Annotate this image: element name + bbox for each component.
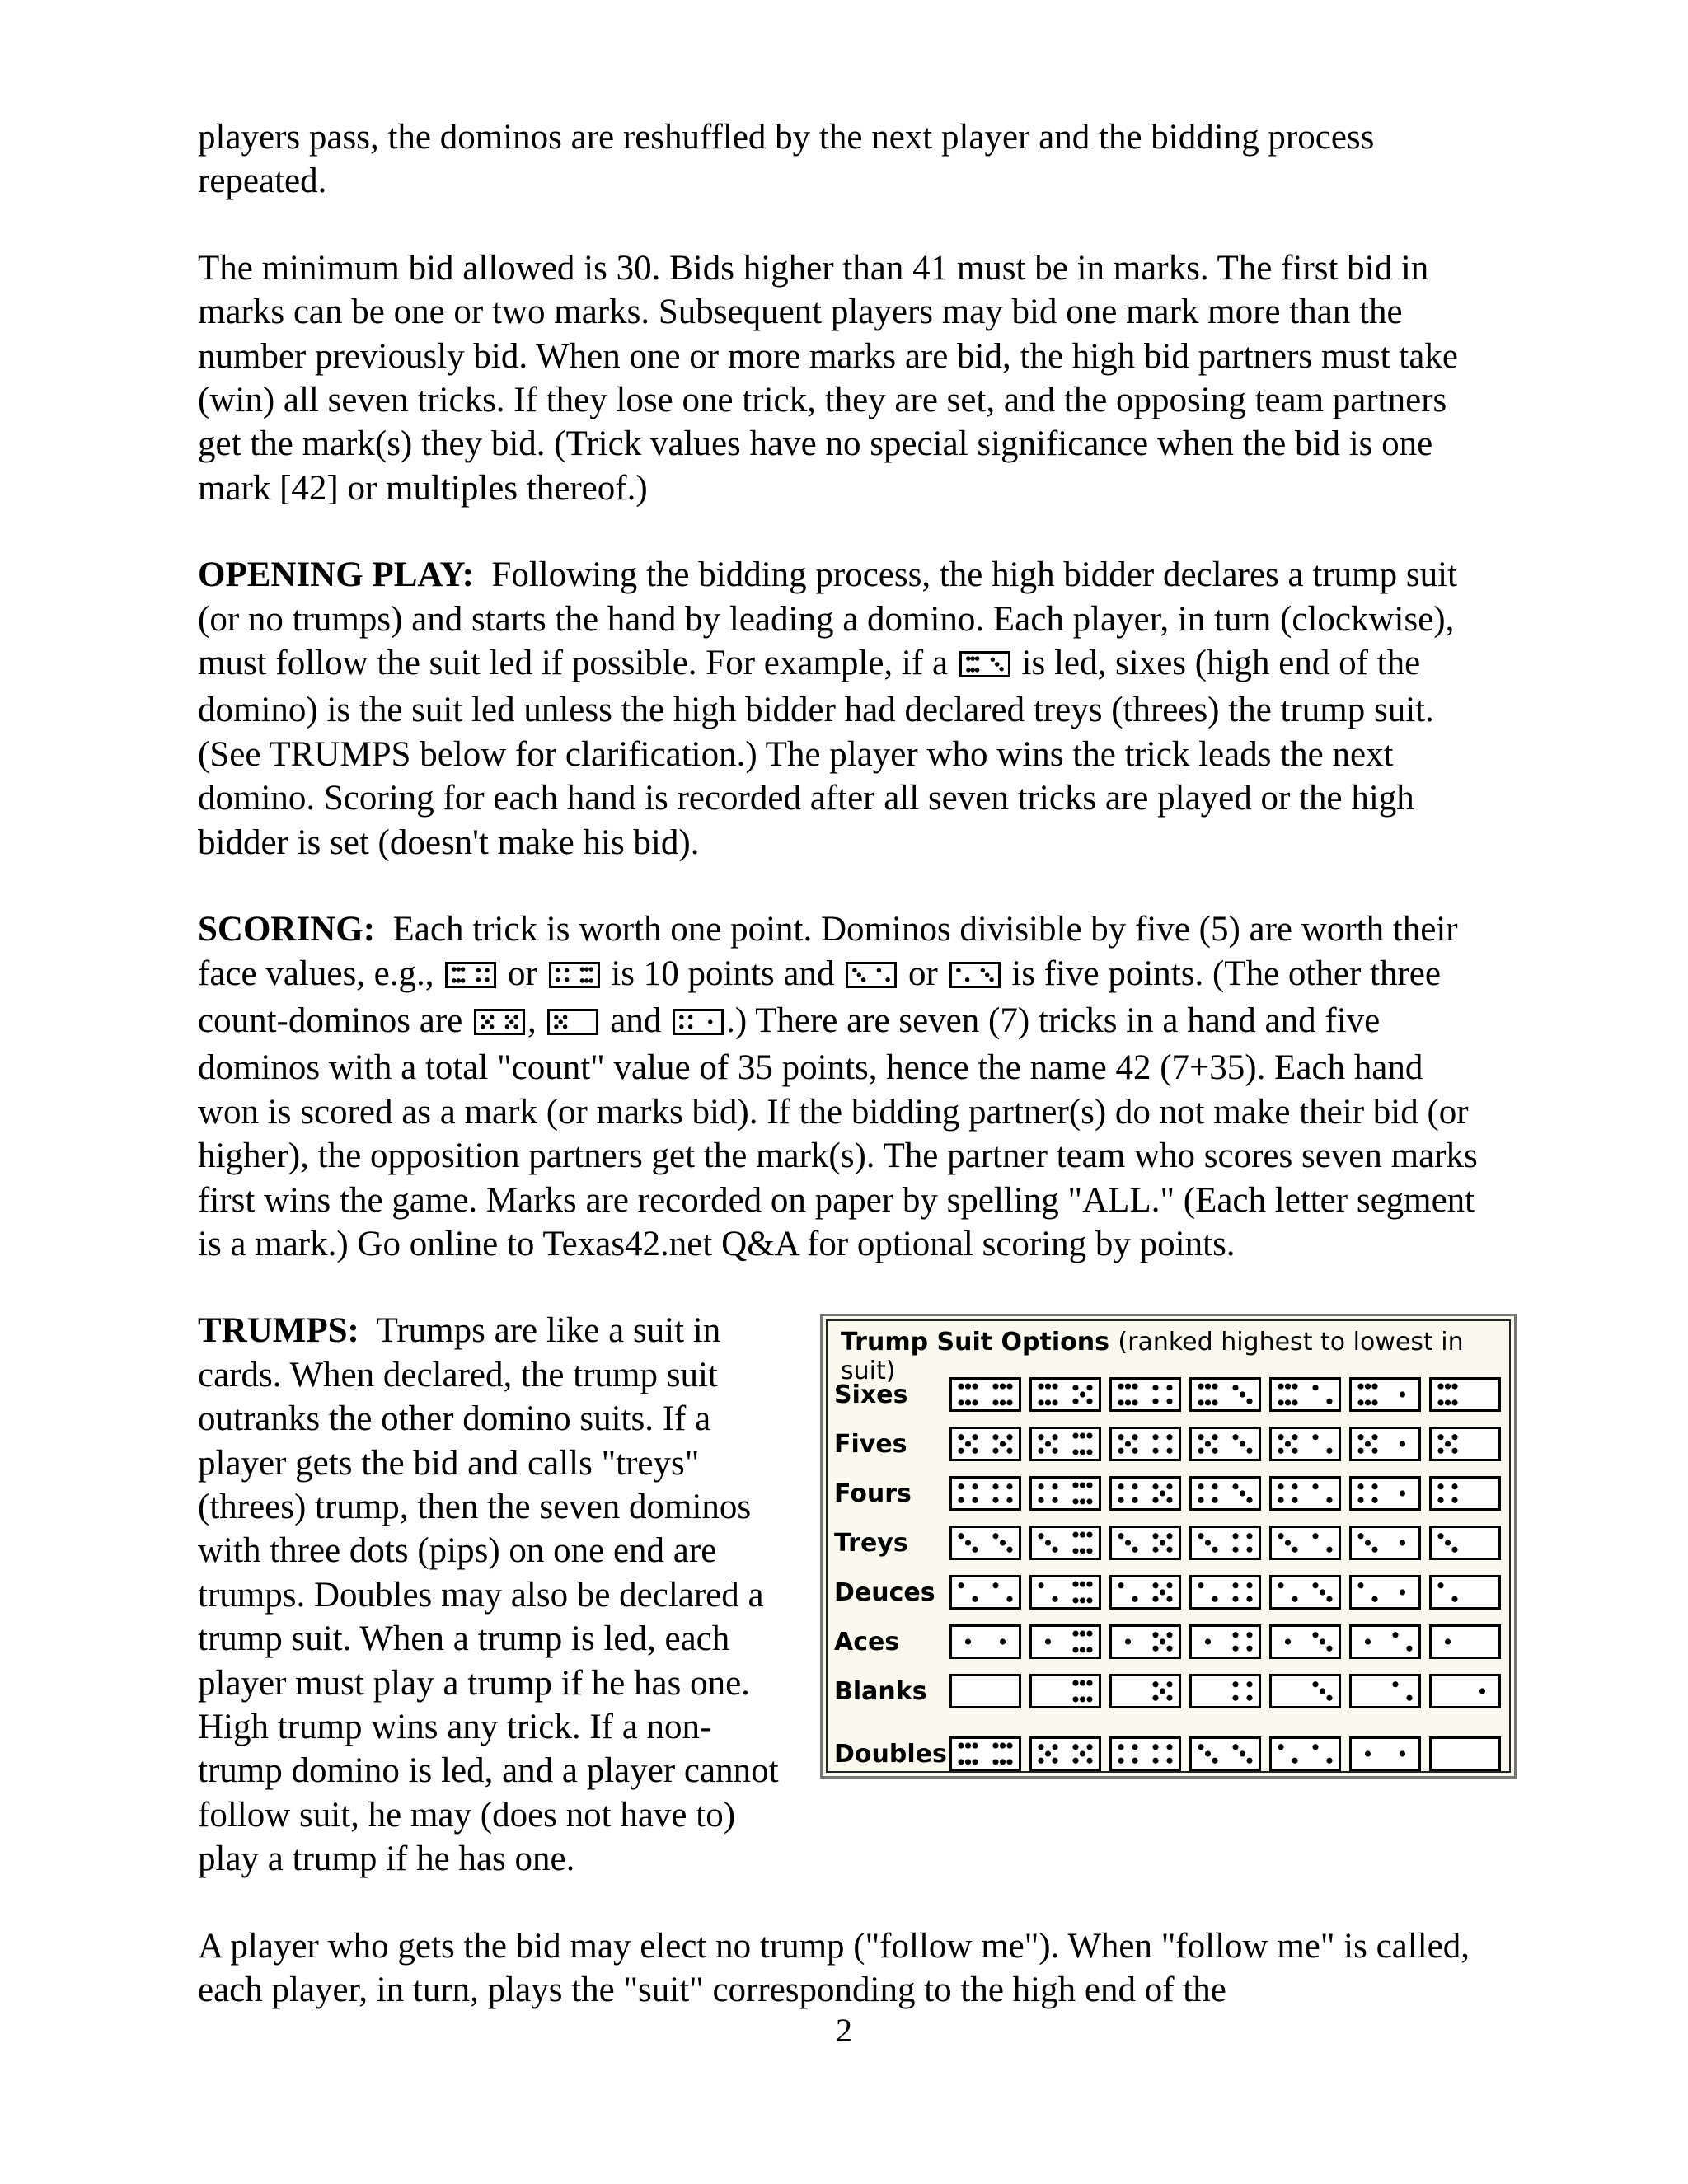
domino-icon [547,1002,598,1046]
domino-icon [1189,1624,1261,1659]
domino-icon [1029,1377,1101,1412]
trump-row-label: Deuces [834,1578,935,1608]
trump-row-dominos [950,1624,1509,1663]
domino-icon [1189,1526,1261,1560]
opening-play-heading: OPENING PLAY: [198,555,474,595]
trump-row-dominos [950,1377,1509,1416]
trumps-heading: TRUMPS: [198,1311,359,1351]
domino-icon [547,1009,598,1035]
domino-icon [959,644,1010,688]
domino-icon [1349,1427,1421,1461]
domino-icon [1429,1575,1501,1610]
domino-icon [1109,1624,1181,1659]
domino-icon [1269,1427,1341,1461]
page-content [198,115,1484,2012]
opening-play-text-b: is led, sixes (high end of the domino) is the suit led unless the high bidder had declared treys (threes) the trump suit. (See TRUMPS below for clarification.) The player who wins the trick leads the next domino. Scoring for each hand is recorded after all seven tricks are played or the high bidder is set (doesn't make his bid). [198,644,1434,862]
domino-icon [1269,1476,1341,1511]
domino-icon [1269,1575,1341,1610]
trump-row-dominos [950,1476,1509,1515]
paragraph-scoring [198,907,1484,1266]
domino-icon [1189,1476,1261,1511]
domino-icon [1109,1575,1181,1610]
domino-icon [1429,1526,1501,1560]
trump-row-label: Fours [834,1479,912,1509]
trump-row-label: Sixes [834,1380,908,1410]
domino-icon [1269,1526,1341,1560]
domino-icon [1029,1427,1101,1461]
page-number: 2 [836,2012,852,2049]
scoring-heading: SCORING: [198,910,376,949]
domino-icon [549,955,600,999]
paragraph-follow-me: A player who gets the bid may elect no trump ("follow me"). When "follow me" is called, each player, in turn, plays the "suit" corresponding to the high end of the [198,1926,1470,2010]
domino-icon [1029,1575,1101,1610]
domino-icon [673,1009,724,1035]
domino-icon [474,1009,525,1035]
domino-icon [1349,1674,1421,1708]
trump-table-title-text: Trump Suit Options [841,1328,1109,1357]
domino-icon [673,1002,724,1046]
domino-icon [1109,1476,1181,1511]
scoring-or: or [908,954,938,993]
trump-row-dominos [950,1736,1509,1775]
domino-icon [1029,1476,1101,1511]
domino-icon [950,955,1001,999]
paragraph-opening-play [198,553,1484,865]
domino-icon [474,1002,525,1046]
domino-icon [950,1476,1021,1511]
domino-icon [445,962,496,988]
domino-icon [950,1526,1021,1560]
scoring-comma: , [527,1001,537,1040]
domino-icon [1429,1674,1501,1708]
trump-suit-options-table [820,1314,1517,1779]
domino-icon [1429,1476,1501,1511]
domino-icon [959,651,1010,677]
domino-icon [1189,1575,1261,1610]
trump-table-subtitle: (ranked highest to lowest in suit) [841,1328,1464,1386]
scoring-text-d: .) There are seven (7) tricks in a hand and five dominos with a total "count" value of 35 points, hence the name 42 (7+35). Each hand won is scored as a mark (or marks bid). If the bidding partner(s) do not make their bid (or higher), the opposition partners get the mark(s). The partner team who scores seven marks first wins the game. Marks are recorded on paper by spelling "ALL." (Each letter segment is a mark.) Go online to Texas42.net Q&A for optional scoring by points. [198,1001,1478,1263]
domino-icon [1349,1575,1421,1610]
domino-icon [950,962,1001,988]
domino-icon [846,955,897,999]
scoring-text-a: Each trick is worth one point. Dominos divisible by five (5) are worth their face values, e.g., [198,910,1458,993]
trump-row-dominos [950,1427,1509,1465]
domino-icon [1349,1377,1421,1412]
scoring-or: or [508,954,537,993]
domino-icon [1189,1427,1261,1461]
domino-icon [1429,1624,1501,1659]
domino-icon [1429,1736,1501,1771]
domino-icon [950,1427,1021,1461]
domino-icon [1029,1624,1101,1659]
domino-icon [950,1377,1021,1412]
trump-row-dominos [950,1575,1509,1614]
trumps-text: Trumps are like a suit in cards. When declared, the trump suit outranks the other domino suits. If a player gets the bid and calls "treys" (threes) trump, then the seven dominos with three dots (pips) on one end are trumps. Doubles may also be declared a trump suit. When a trump is led, each player must play a trump if he has one. High trump wins any trick. If a non-trump domino is led, and a player cannot follow suit, he may (does not have to) play a trump if he has one. [198,1311,779,1879]
trump-row-label: Blanks [834,1677,927,1707]
opening-play-text-a: Following the bidding process, the high bidder declares a trump suit (or no trumps) and starts the hand by leading a domino. Each player, in turn (clockwise), must follow the suit led if possible. For example, if a [198,555,1457,683]
domino-icon [1349,1736,1421,1771]
domino-icon [445,955,496,999]
domino-icon [1269,1736,1341,1771]
domino-icon [1029,1674,1101,1708]
paragraph-bidding-end: players pass, the dominos are reshuffled by the next player and the bidding process repeated. [198,118,1375,201]
domino-icon [1109,1674,1181,1708]
domino-icon [950,1624,1021,1659]
domino-icon [1429,1377,1501,1412]
paragraph-trumps [198,1309,791,1881]
domino-icon [1349,1476,1421,1511]
domino-icon [1109,1377,1181,1412]
trumps-section [198,1309,1484,1881]
trump-row-dominos [950,1674,1509,1713]
domino-icon [950,1736,1021,1771]
scoring-text-c: is five points. (The other three count-dominos are [198,954,1441,1040]
paragraph-minimum-bid: The minimum bid allowed is 30. Bids higher than 41 must be in marks. The first bid in marks can be one or two marks. Subsequent players may bid one mark more than the number previously bid. When one or more marks are bid, the high bid partners must take (win) all seven tricks. If they lose one trick, they are set, and the opposing team partners get the mark(s) they bid. (Trick values have no special significance when the bid is one mark [42] or multiples thereof.) [198,248,1458,508]
domino-icon [1109,1736,1181,1771]
domino-icon [950,1674,1021,1708]
trump-row-label: Doubles [834,1740,947,1769]
domino-icon [846,962,897,988]
domino-icon [1189,1736,1261,1771]
domino-icon [1349,1624,1421,1659]
domino-icon [1269,1624,1341,1659]
scoring-text-b: is 10 points and [611,954,835,993]
domino-icon [1029,1526,1101,1560]
domino-icon [1109,1526,1181,1560]
trump-row-label: Fives [834,1430,907,1460]
trump-row-label: Treys [834,1529,908,1558]
domino-icon [1429,1427,1501,1461]
domino-icon [1189,1377,1261,1412]
scoring-and: and [610,1001,662,1040]
trump-row-label: Aces [834,1628,900,1657]
domino-icon [1269,1674,1341,1708]
domino-icon [1109,1427,1181,1461]
domino-icon [1189,1674,1261,1708]
domino-icon [1349,1526,1421,1560]
domino-icon [549,962,600,988]
trump-row-dominos [950,1526,1509,1564]
domino-icon [950,1575,1021,1610]
domino-icon [1029,1736,1101,1771]
domino-icon [1269,1377,1341,1412]
